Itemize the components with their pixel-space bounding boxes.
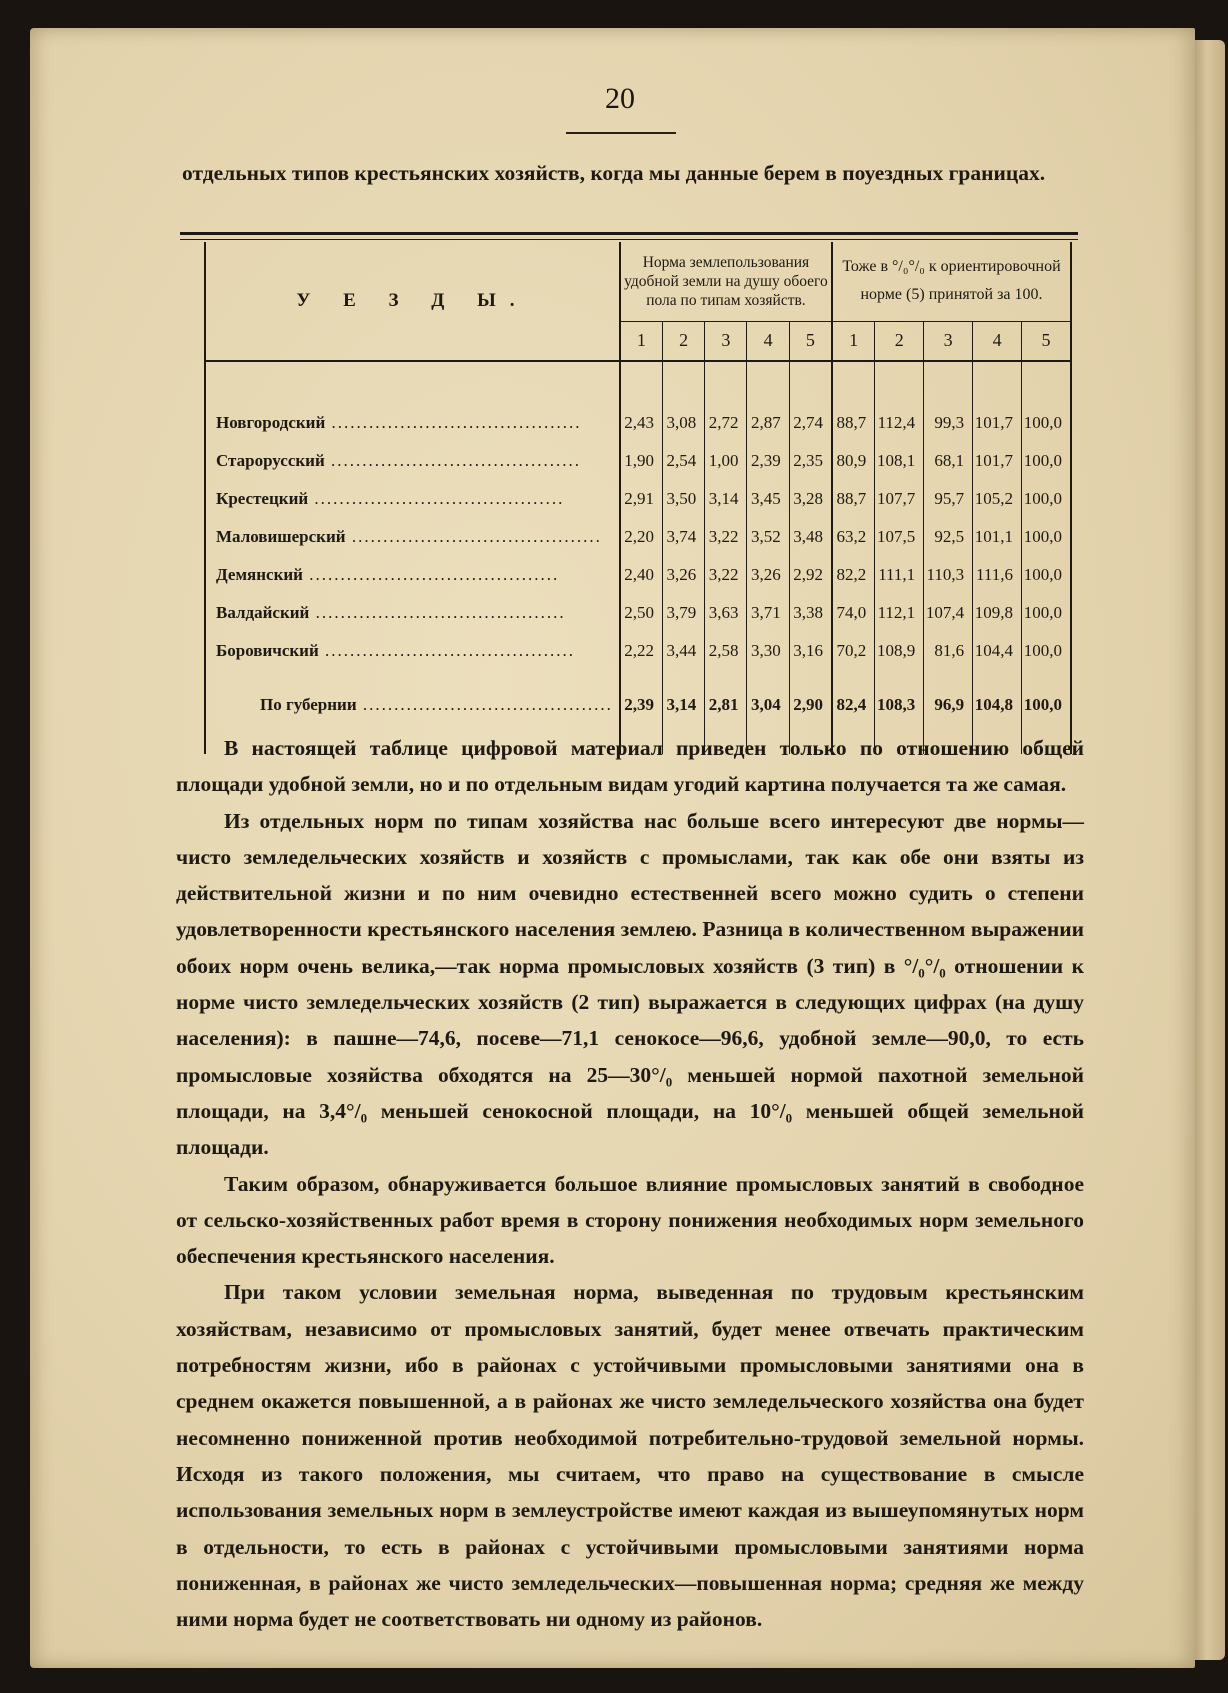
- norm-cell: 3,26: [747, 556, 789, 594]
- norm-cell: 3,48: [789, 518, 832, 556]
- percent-cell: 109,8: [973, 594, 1022, 632]
- land-norms-table: [204, 242, 1072, 754]
- paragraph: Из отдельных норм по типам хозяйства нас больше всего интересуют две нормы—чисто земледельческих хозяйств и хозяйств с промыслами, так как обе они взяты из действительной жизни и по ним очевидно естественней всего можно судить о степени удовлетворенности крестьянского населения землею. Разница в количественном выражении обоих норм очень велика,—так норма промысловых хозяйств (3 тип) в °/₀°/₀ отношении к норме чисто земледельческих хозяйств (2 тип) выражается в следующих цифрах (на душу населения): в пашне—74,6, посеве—71,1 сенокосе—96,6, удобной земле—90,0, то есть промысловые хозяйства обходятся на 25—30°/₀ меньшей нормой пахотной земельной площади, на 3,4°/₀ меньшей сенокосной площади, на 10°/₀ меньшей общей земельной площади.: [176, 808, 1084, 1160]
- norm-cell: 2,22: [620, 632, 663, 670]
- norm-cell: 2,35: [789, 442, 832, 480]
- col-number-percent-4: 4: [973, 321, 1022, 361]
- norm-cell: 3,71: [747, 594, 789, 632]
- norm-cell: 2,91: [620, 480, 663, 518]
- percent-cell: 104,8: [973, 670, 1022, 740]
- norm-cell: 1,00: [705, 442, 747, 480]
- percent-cell: 92,5: [924, 518, 973, 556]
- leader-dots: ........................................: [308, 489, 565, 508]
- percent-cell: 99,3: [924, 404, 973, 442]
- norm-cell: 3,38: [789, 594, 832, 632]
- percent-cell: 68,1: [924, 442, 973, 480]
- percent-cell: 108,1: [875, 442, 924, 480]
- table-row: [205, 404, 1071, 442]
- norm-cell: 2,54: [662, 442, 704, 480]
- header-group-norms: Норма землепользования удобной земли на душу обоего пола по типам хозяйств.: [620, 242, 832, 321]
- uezd-name: [205, 518, 620, 556]
- intro-text: отдельных типов крестьянских хозяйств, когда мы данные берем в поуездных границах.: [182, 161, 1046, 185]
- col-number-norm-4: 4: [747, 321, 789, 361]
- percent-cell: 101,7: [973, 404, 1022, 442]
- leader-dots: ........................................: [309, 603, 566, 622]
- percent-cell: 80,9: [832, 442, 875, 480]
- page-edge: [1195, 40, 1225, 1660]
- uezd-name-text: Боровичский: [216, 641, 319, 660]
- uezd-name: [205, 480, 620, 518]
- table-row: [205, 518, 1071, 556]
- percent-cell: 100,0: [1022, 594, 1071, 632]
- norm-cell: 2,72: [705, 404, 747, 442]
- norm-cell: 3,74: [662, 518, 704, 556]
- col-number-percent-3: 3: [924, 321, 973, 361]
- uezd-name-text: Маловишерский: [216, 527, 346, 546]
- norm-cell: 3,44: [662, 632, 704, 670]
- header-uezdy: У Е З Д Ы.: [205, 242, 620, 361]
- norm-cell: 2,50: [620, 594, 663, 632]
- percent-cell: 100,0: [1022, 480, 1071, 518]
- percent-cell: 82,2: [832, 556, 875, 594]
- percent-cell: 112,1: [875, 594, 924, 632]
- percent-cell: 100,0: [1022, 670, 1071, 740]
- paragraph: В настоящей таблице цифровой материал приведен только по отношению общей площади удобной земли, но и по отдельным видам угодий картина получается та же самая.: [176, 736, 1084, 797]
- norm-cell: 2,20: [620, 518, 663, 556]
- norm-cell: 3,26: [662, 556, 704, 594]
- norm-cell: 2,74: [789, 404, 832, 442]
- table-row: [205, 632, 1071, 670]
- uezd-name: [205, 404, 620, 442]
- uezd-name-text: Демянский: [216, 565, 303, 584]
- col-number-norm-5: 5: [789, 321, 832, 361]
- percent-cell: 100,0: [1022, 442, 1071, 480]
- percent-cell: 104,4: [973, 632, 1022, 670]
- header-group-percent: Тоже в °/₀°/₀ к ориентировочной норме (5) принятой за 100.: [832, 242, 1071, 321]
- norm-cell: 3,79: [662, 594, 704, 632]
- uezd-name: [205, 442, 620, 480]
- table-row: [205, 442, 1071, 480]
- norm-cell: 2,92: [789, 556, 832, 594]
- uezd-name-text: Валдайский: [216, 603, 310, 622]
- norm-cell: 2,58: [705, 632, 747, 670]
- norm-cell: 2,90: [789, 670, 832, 740]
- norm-cell: 3,50: [662, 480, 704, 518]
- table-top-rule-thin: [180, 239, 1078, 240]
- leader-dots: ........................................: [302, 565, 560, 584]
- percent-cell: 107,4: [924, 594, 973, 632]
- norm-cell: 3,04: [747, 670, 789, 740]
- norm-cell: 3,45: [747, 480, 789, 518]
- norm-cell: 3,22: [705, 518, 747, 556]
- table-row: [205, 480, 1071, 518]
- leader-dots: ........................................: [345, 527, 602, 546]
- norm-cell: 2,87: [747, 404, 789, 442]
- norm-cell: 3,14: [705, 480, 747, 518]
- percent-cell: 105,2: [973, 480, 1022, 518]
- norm-cell: 3,16: [789, 632, 832, 670]
- leader-dots: ........................................: [324, 451, 581, 470]
- norm-cell: 3,30: [747, 632, 789, 670]
- norm-cell: 2,43: [620, 404, 663, 442]
- uezd-name-text: По губернии: [260, 695, 357, 714]
- uezd-name: [205, 594, 620, 632]
- col-number-percent-5: 5: [1022, 321, 1071, 361]
- percent-cell: 107,5: [875, 518, 924, 556]
- percent-cell: 95,7: [924, 480, 973, 518]
- percent-cell: 108,3: [875, 670, 924, 740]
- table-row: [205, 594, 1071, 632]
- uezd-name: [205, 556, 620, 594]
- table-spacer: [205, 361, 1071, 404]
- percent-cell: 96,9: [924, 670, 973, 740]
- norm-cell: 3,52: [747, 518, 789, 556]
- percent-cell: 112,4: [875, 404, 924, 442]
- percent-cell: 100,0: [1022, 556, 1071, 594]
- paragraph: При таком условии земельная норма, выведенная по трудовым крестьянским хозяйствам, независимо от промысловых занятий, будет менее отвечать практическим потребностям жизни, ибо в районах с устойчивыми промысловыми занятиями она в среднем окажется повышенной, а в районах же чисто земледельческого хозяйства она будет несомненно пониженной против необходимой потребительно-трудовой земельной нормы. Исходя из такого положения, мы считаем, что право на существование в смысле использования земельных норм в землеустройстве имеют каждая из вышеупомянутых норм в отдельности, то есть в районах с устойчивыми промысловыми занятиями норма пониженная, в районах же чисто земледельческих—повышенная норма; средняя же между ними норма будет не соответствовать ни одному из районов.: [176, 1280, 1084, 1632]
- percent-cell: 100,0: [1022, 632, 1071, 670]
- percent-cell: 101,1: [973, 518, 1022, 556]
- percent-cell: 110,3: [924, 556, 973, 594]
- col-number-norm-2: 2: [662, 321, 704, 361]
- norm-cell: 1,90: [620, 442, 663, 480]
- percent-cell: 107,7: [875, 480, 924, 518]
- norm-cell: 3,08: [662, 404, 704, 442]
- percent-cell: 111,1: [875, 556, 924, 594]
- uezd-name-text: Старорусский: [216, 451, 325, 470]
- leader-dots: ........................................: [325, 413, 582, 432]
- col-number-norm-1: 1: [620, 321, 663, 361]
- percent-cell: 111,6: [973, 556, 1022, 594]
- uezd-name-text: Новгородский: [216, 413, 326, 432]
- norm-cell: 2,40: [620, 556, 663, 594]
- col-number-percent-2: 2: [875, 321, 924, 361]
- percent-cell: 82,4: [832, 670, 875, 740]
- norm-cell: 2,39: [747, 442, 789, 480]
- uezd-name: [205, 632, 620, 670]
- paragraph: Таким образом, обнаруживается большое влияние промысловых занятий в свободное от сельско-хозяйственных работ время в сторону понижения необходимых норм земельного обеспечения крестьянского населения.: [176, 1171, 1084, 1269]
- norm-cell: 2,39: [620, 670, 663, 740]
- percent-cell: 81,6: [924, 632, 973, 670]
- percent-cell: 70,2: [832, 632, 875, 670]
- table-top-rule: [180, 232, 1078, 235]
- norm-cell: 3,63: [705, 594, 747, 632]
- percent-cell: 88,7: [832, 480, 875, 518]
- norm-cell: 3,28: [789, 480, 832, 518]
- page-number: 20: [605, 82, 635, 115]
- percent-cell: 63,2: [832, 518, 875, 556]
- percent-cell: 101,7: [973, 442, 1022, 480]
- norm-cell: 2,81: [705, 670, 747, 740]
- norm-cell: 3,22: [705, 556, 747, 594]
- uezd-name-text: Крестецкий: [216, 489, 309, 508]
- col-number-norm-3: 3: [705, 321, 747, 361]
- norm-cell: 3,14: [662, 670, 704, 740]
- percent-cell: 74,0: [832, 594, 875, 632]
- table-row: [205, 556, 1071, 594]
- percent-cell: 100,0: [1022, 404, 1071, 442]
- percent-cell: 108,9: [875, 632, 924, 670]
- body-text: [176, 730, 1084, 1637]
- leader-dots: ........................................: [356, 695, 613, 714]
- col-number-percent-1: 1: [832, 321, 875, 361]
- leader-dots: ........................................: [318, 641, 576, 660]
- percent-cell: 88,7: [832, 404, 875, 442]
- page-number-rule: [566, 132, 676, 134]
- percent-cell: 100,0: [1022, 518, 1071, 556]
